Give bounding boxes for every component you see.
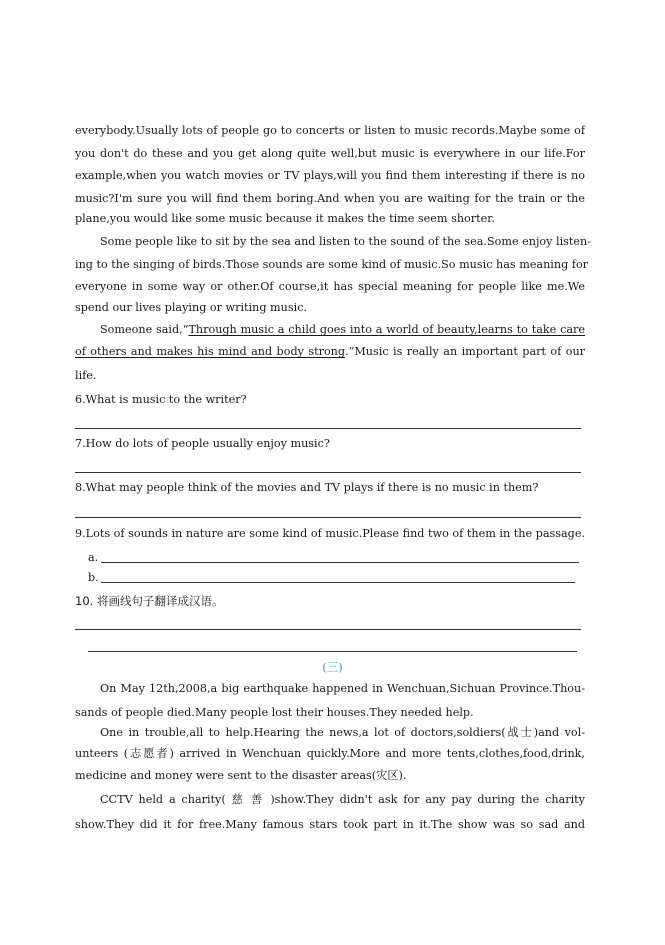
question-6: 6.What is music to the writer? <box>75 393 247 406</box>
passage1-p2-line1: Some people like to sit by the sea and listen to the sound of the sea.Some enjoy listen- <box>100 235 592 248</box>
answer-line-9b[interactable] <box>101 582 575 583</box>
passage2-p1-line1: On May 12th,2008,a big earthquake happened in Wenchuan,Sichuan Province.Thou- <box>100 682 585 695</box>
question-10: 10. 将画线句子翻译成汉语。 <box>75 594 224 608</box>
question-9a-label: a. <box>88 551 99 564</box>
passage1-p2-line4: spend our lives playing or writing music. <box>75 301 308 314</box>
passage2-p2-line1: One in trouble,all to help.Hearing the news,a lot of doctors,soldiers(战士)and vol- <box>100 726 585 739</box>
question-8: 8.What may people think of the movies and TV plays if there is no music in them? <box>75 481 539 494</box>
passage2-p2-line3: medicine and money were sent to the disaster areas(灾区). <box>75 769 407 782</box>
passage1-p2-line2: ing to the singing of birds.Those sounds are some kind of music.So music has meaning for <box>75 258 589 271</box>
underlined-sentence-part2: of others and makes his mind and body strong <box>75 345 346 358</box>
answer-line-10a[interactable] <box>75 629 581 630</box>
passage1-p3-line1 <box>100 323 585 337</box>
question-9: 9.Lots of sounds in nature are some kind of music.Please find two of them in the passage. <box>75 527 585 540</box>
question-7: 7.How do lots of people usually enjoy music? <box>75 437 330 450</box>
answer-line-10b[interactable] <box>88 651 577 652</box>
underlined-sentence-part1: Through music a child goes into a world of beauty,learns to take care <box>188 323 585 336</box>
passage2-p2-line2: unteers (志愿者) arrived in Wenchuan quickly.More and more tents,clothes,food,drink, <box>75 747 585 760</box>
passage2-p3-line1: CCTV held a charity( 慈 善 )show.They didn't ask for any pay during the charity <box>100 793 585 806</box>
answer-line-6[interactable] <box>75 428 581 429</box>
section-heading: (三) <box>322 660 343 674</box>
question-9b-label: b. <box>88 571 99 584</box>
passage1-p1-line5: plane,you would like some music because it makes the time seem shorter. <box>75 212 495 225</box>
passage1-p2-line3: everyone in some way or other.Of course,it has special meaning for people like me.We <box>75 280 585 293</box>
p3-end: .”Music is really an important part of our <box>345 345 585 358</box>
answer-line-9a[interactable] <box>101 562 579 563</box>
passage1-p3-line3: life. <box>75 369 97 382</box>
answer-line-7[interactable] <box>75 472 581 473</box>
passage2-p3-line2: show.They did it for free.Many famous stars took part in it.The show was so sad and <box>75 818 585 831</box>
passage1-p1-line4: music?I'm sure you will find them boring.And when you are waiting for the train or the <box>75 192 585 205</box>
p3-start: Someone said,“ <box>100 323 189 336</box>
passage1-p1-line3: example,when you watch movies or TV plays,will you find them interesting if there is no <box>75 169 585 182</box>
answer-line-8[interactable] <box>75 517 581 518</box>
passage1-p1-line1: everybody.Usually lots of people go to concerts or listen to music records.Maybe some of <box>75 124 585 137</box>
passage2-p1-line2: sands of people died.Many people lost their houses.They needed help. <box>75 706 474 719</box>
passage1-p3-line2 <box>75 345 585 359</box>
passage1-p1-line2: you don't do these and you get along quite well,but music is everywhere in our life.For <box>75 147 585 160</box>
